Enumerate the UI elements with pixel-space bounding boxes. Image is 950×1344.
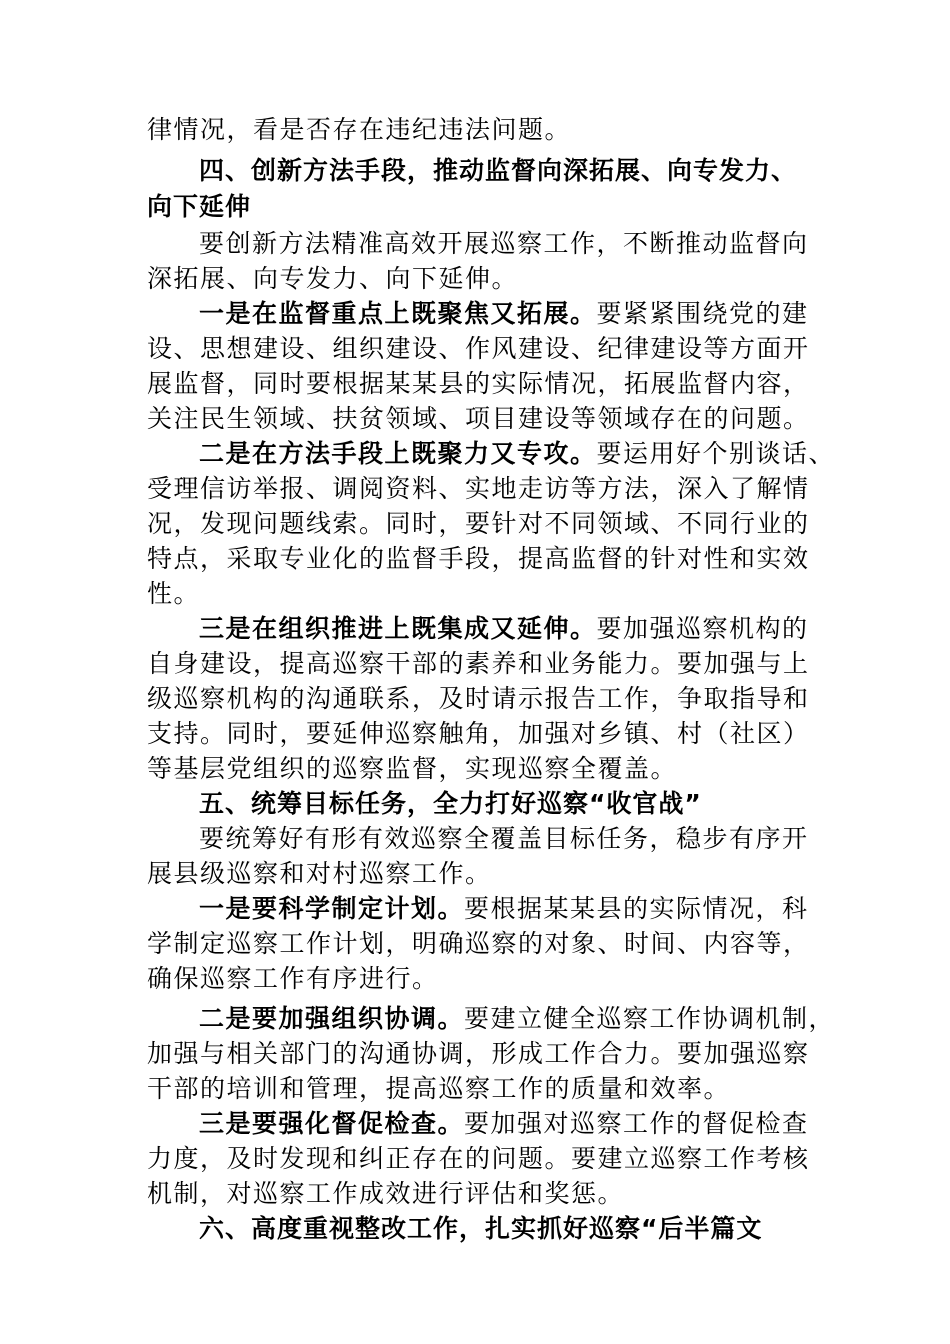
lead-phrase: 一是在监督重点上既聚焦又拓展。 [199, 299, 597, 328]
paragraph-line: 一是要科学制定计划。要根据某某县的实际情况，科 [199, 894, 809, 923]
paragraph-line: 性。 [147, 579, 201, 608]
lead-phrase: 二是在方法手段上既聚力又专攻。 [199, 439, 597, 468]
paragraph-line: 学制定巡察工作计划，明确巡察的对象、时间、内容等， [147, 929, 810, 958]
paragraph-line: 机制，对巡察工作成效进行评估和奖惩。 [147, 1179, 625, 1208]
paragraph-line: 加强与相关部门的沟通协调，形成工作合力。要加强巡察 [147, 1039, 810, 1068]
paragraph-line: 自身建设，提高巡察干部的素养和业务能力。要加强与上 [147, 649, 810, 678]
paragraph-line: 设、思想建设、组织建设、作风建设、纪律建设等方面开 [147, 334, 810, 363]
paragraph-line: 况，发现问题线索。同时，要针对不同领域、不同行业的 [147, 509, 810, 538]
section-heading: 四、创新方法手段，推动监督向深拓展、向专发力、 [199, 156, 798, 185]
lead-phrase: 三是要强化督促检查。 [199, 1109, 465, 1138]
paragraph-line: 二是在方法手段上既聚力又专攻。要运用好个别谈话、 [199, 439, 836, 468]
paragraph-line: 三是要强化督促检查。要加强对巡察工作的督促检查 [199, 1109, 809, 1138]
paragraph-line: 一是在监督重点上既聚焦又拓展。要紧紧围绕党的建 [199, 299, 809, 328]
lead-phrase: 二是要加强组织协调。 [199, 1004, 465, 1033]
paragraph-line: 二是要加强组织协调。要建立健全巡察工作协调机制， [199, 1004, 836, 1033]
paragraph-line: 支持。同时，要延伸巡察触角，加强对乡镇、村（社区） [147, 719, 810, 748]
paragraph-line: 要创新方法精准高效开展巡察工作，不断推动监督向 [199, 229, 809, 258]
paragraph-line: 深拓展、向专发力、向下延伸。 [147, 264, 519, 293]
paragraph-line: 展县级巡察和对村巡察工作。 [147, 859, 492, 888]
paragraph-line: 干部的培训和管理，提高巡察工作的质量和效率。 [147, 1074, 731, 1103]
lead-phrase: 三是在组织推进上既集成又延伸。 [199, 614, 597, 643]
section-heading: 六、高度重视整改工作，扎实抓好巡察“后半篇文 [199, 1214, 763, 1243]
paragraph-line: 等基层党组织的巡察监督，实现巡察全覆盖。 [147, 754, 678, 783]
paragraph-line: 级巡察机构的沟通联系，及时请示报告工作，争取指导和 [147, 684, 810, 713]
paragraph-line: 特点，采取专业化的监督手段，提高监督的针对性和实效 [147, 544, 810, 573]
section-heading: 五、统筹目标任务，全力打好巡察“收官战” [199, 789, 702, 818]
paragraph-line: 三是在组织推进上既集成又延伸。要加强巡察机构的 [199, 614, 809, 643]
lead-phrase: 一是要科学制定计划。 [199, 894, 465, 923]
paragraph-line: 展监督，同时要根据某某县的实际情况，拓展监督内容， [147, 369, 810, 398]
paragraph-line: 力度，及时发现和纠正存在的问题。要建立巡察工作考核 [147, 1144, 810, 1173]
section-heading: 向下延伸 [147, 192, 252, 221]
paragraph-line: 要统筹好有形有效巡察全覆盖目标任务，稳步有序开 [199, 824, 809, 853]
paragraph-line: 受理信访举报、调阅资料、实地走访等方法，深入了解情 [147, 474, 810, 503]
paragraph-line: 律情况，看是否存在违纪违法问题。 [147, 115, 572, 144]
paragraph-line: 确保巡察工作有序进行。 [147, 964, 439, 993]
paragraph-line: 关注民生领域、扶贫领域、项目建设等领域存在的问题。 [147, 404, 810, 433]
